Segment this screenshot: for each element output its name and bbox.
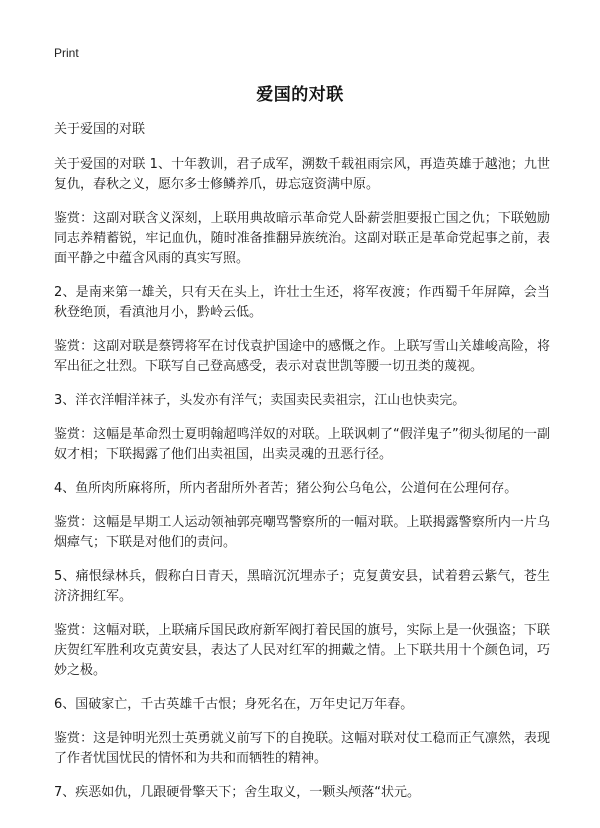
couplet-paragraph-1: 关于爱国的对联 1、十年教训，君子成军，溯数千载祖雨宗风，再造英雄于越池；九世复仇，春秋之义，愿尔多士修鳞养爪，毋忘寇资满中原。 [54,157,550,192]
appreciation-paragraph-6: 鉴赏：这是钟明光烈士英勇就义前写下的自挽联。这幅对联对仗工稳而正气凛然，表现了作者忧国忧民的情怀和为共和而牺牲的精神。 [54,731,550,766]
couplet-paragraph-4: 4、鱼所肉所麻将所，所内者甜所外者苦；猪公狗公乌龟公，公道何在公理何存。 [54,481,518,496]
couplet-paragraph-6: 6、国破家亡，千古英雄千古恨；身死名在，万年史记万年春。 [54,697,414,712]
couplet-paragraph-5: 5、痛恨绿林兵，假称白日青天，黑暗沉沉埋赤子；克复黄安县，试着碧云紫气，苍生济济拥红军。 [54,569,550,604]
print-link[interactable]: Print [54,46,79,60]
appreciation-paragraph-5: 鉴赏：这幅对联，上联痛斥国民政府新军阀打着民国的旗号，实际上是一伙强盗；下联庆贺红军胜利攻克黄安县，表达了人民对红军的拥戴之情。上下联共用十个颜色词，巧妙之极。 [54,623,550,678]
appreciation-paragraph-4: 鉴赏：这幅是早期工人运动领袖郭亮嘲骂警察所的一幅对联。上联揭露警察所内一片乌烟瘴气；下联是对他们的责问。 [54,515,550,550]
document-subtitle: 关于爱国的对联 [54,122,146,137]
couplet-paragraph-7: 7、疾恶如仇，几跟硬骨擎天下；舍生取义，一颗头颅落“状元。 [54,785,421,800]
appreciation-paragraph-2: 鉴赏：这副对联是蔡锷将军在讨伐袁护国途中的感慨之作。上联写雪山关雄峻高险，将军出征之壮烈。下联写自己登高感受，表示对袁世凯等腰一切丑类的蔑视。 [54,339,550,374]
couplet-paragraph-3: 3、洋衣洋帽洋袜子，头发亦有洋气；卖国卖民卖祖宗，江山也快卖完。 [54,393,466,408]
document-body [54,122,550,817]
appreciation-paragraph-3: 鉴赏：这幅是革命烈士夏明翰超鸣洋奴的对联。上联讽刺了“假洋鬼子”彻头彻尾的一副奴才相；下联揭露了他们出卖祖国，出卖灵魂的丑恶行径。 [54,427,550,462]
appreciation-paragraph-1: 鉴赏：这副对联含义深刻，上联用典故暗示革命党人卧薪尝胆要报亡国之仇；下联勉励同志养精蓄锐，牢记血仇，随时准备推翻异族统治。这副对联正是革命党起事之前，表面平静之中蕴含风雨的真实写照。 [54,211,550,266]
page-title: 爱国的对联 [256,85,344,105]
couplet-paragraph-2: 2、是南来第一雄关，只有天在头上，许壮士生还，将军夜渡；作西蜀千年屏障，会当秋登绝顶，看滇池月小，黔岭云低。 [54,285,550,320]
